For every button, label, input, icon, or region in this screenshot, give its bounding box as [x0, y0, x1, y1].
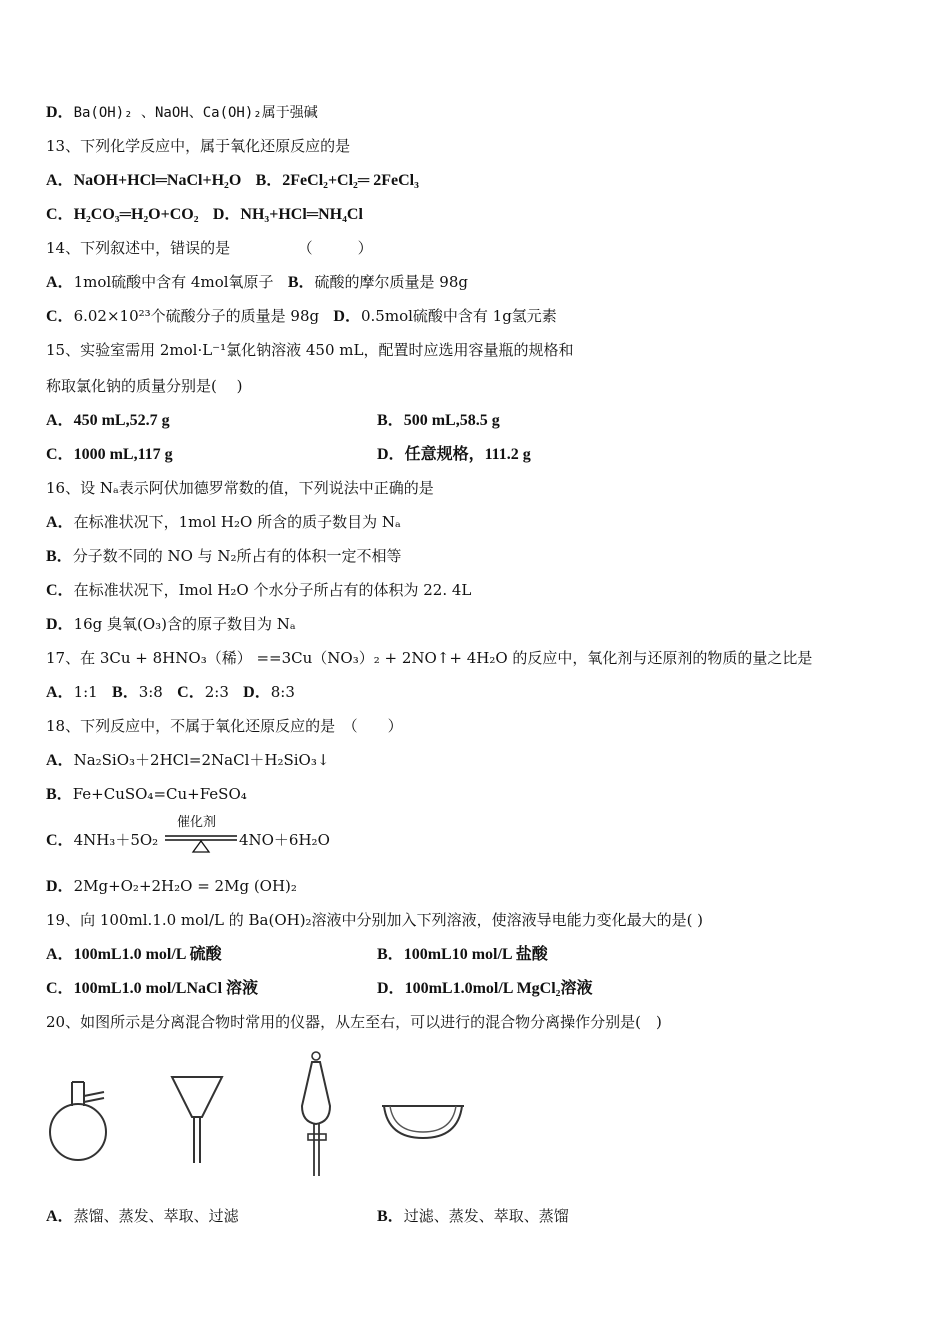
option-label: B．: [46, 548, 73, 565]
option-label: A．: [46, 946, 74, 963]
q13-options-cd: [46, 204, 363, 225]
option-text: Na₂SiO₃＋2HCl=2NaCl＋H₂SiO₃↓: [73, 751, 330, 769]
option-text: 蒸馏、蒸发、萃取、过滤: [73, 1207, 239, 1225]
option-text: 100mL1.0mol/L MgCl₂溶液: [404, 980, 593, 997]
option-text: 1000 mL,117 g: [73, 446, 173, 463]
option-label: C．: [46, 980, 74, 997]
q18-option-a: [46, 750, 329, 771]
option-text: 100mL1.0 mol/LNaCl 溶液: [73, 980, 259, 997]
option-label: A．: [46, 684, 74, 701]
option-text: 在标准状况下，Imol H₂O 个水分子所占有的体积为 22. 4L: [73, 581, 472, 599]
q16-option-b: [46, 546, 402, 567]
q15-option-b: [377, 410, 500, 431]
q16-stem: 16、设 Nₐ表示阿伏加德罗常数的值，下列说法中正确的是: [46, 479, 434, 497]
q14-option-d: 0.5mol硫酸中含有 1g氢元素: [360, 307, 557, 325]
q17-stem: 17、在 3Cu + 8HNO₃（稀） ==3Cu（NO₃）₂ + 2NO↑+ 4H₂O 的反应中，氧化剂与还原剂的物质的量之比是: [46, 649, 813, 667]
option-label: D．: [46, 104, 74, 121]
q19-option-d: [377, 978, 592, 999]
option-label: D．: [46, 878, 74, 895]
option-label: C．: [46, 582, 74, 599]
option-label: B．: [46, 786, 73, 803]
q19-option-a: [46, 944, 222, 965]
option-label: C．: [46, 446, 74, 463]
q18-stem: 18、下列反应中，不属于氧化还原反应的是 （ ）: [46, 717, 403, 735]
q14-options-cd: [46, 306, 557, 327]
funnel-icon: [170, 1075, 226, 1167]
distillation-flask-icon: [46, 1078, 112, 1164]
option-text: 500 mL,58.5 g: [403, 412, 500, 429]
option-label: D．: [243, 684, 271, 701]
evaporating-dish-icon: [380, 1100, 466, 1142]
option-text: 16g 臭氧(O₃)含的原子数目为 Nₐ: [73, 615, 296, 633]
q19-option-b: [377, 944, 548, 965]
option-label: C．: [46, 206, 74, 223]
q18-option-c: [46, 815, 330, 851]
q20-option-a: [46, 1206, 239, 1227]
q14-option-c: 6.02×10²³个硫酸分子的质量是 98g: [73, 307, 320, 325]
q20-option-b: [377, 1206, 569, 1227]
option-label: D．: [333, 308, 361, 325]
option-text: 450 mL,52.7 g: [73, 412, 170, 429]
q16-option-c: [46, 580, 471, 601]
option-text: 任意规格，111.2 g: [404, 446, 531, 463]
option-label: A．: [46, 1208, 74, 1225]
catalyst-label: 催化剂: [176, 815, 216, 830]
option-label: A．: [46, 752, 74, 769]
q20-stem: 20、如图所示是分离混合物时常用的仪器，从左至右，可以进行的混合物分离操作分别是( ): [46, 1013, 662, 1031]
q16-option-d: [46, 614, 296, 635]
q17-option-b: 3:8: [138, 683, 163, 701]
option-text: 100mL10 mol/L 盐酸: [403, 946, 548, 963]
option-text: 2Mg+O₂+2H₂O = 2Mg (OH)₂: [73, 877, 297, 895]
catalyst-condition: [165, 815, 237, 851]
q17-options: [46, 682, 295, 703]
option-label: C．: [46, 308, 74, 325]
q12-option-d: [46, 102, 318, 123]
option-label: A．: [46, 412, 74, 429]
q13-stem: 13、下列化学反应中，属于氧化还原反应的是: [46, 137, 351, 155]
q15-stem-line2: 称取氯化钠的质量分别是( ): [46, 377, 243, 395]
option-label: D．: [212, 206, 241, 223]
q18-option-d: [46, 876, 297, 897]
q13-option-b: 2FeCl₂+Cl₂═ 2FeCl₃: [282, 172, 419, 189]
equation-left: 4NH₃＋5O₂: [73, 831, 159, 849]
q14-options-ab: [46, 272, 468, 293]
q19-option-c: [46, 978, 258, 999]
option-label: D．: [46, 616, 74, 633]
option-label: B．: [255, 172, 283, 189]
option-label: A．: [46, 172, 74, 189]
q18-option-b: [46, 784, 247, 805]
option-label: B．: [112, 684, 139, 701]
q17-option-c: 2:3: [204, 683, 229, 701]
option-label: A．: [46, 514, 74, 531]
option-text: 分子数不同的 NO 与 N₂所占有的体积一定不相等: [72, 547, 402, 565]
option-label: C．: [177, 684, 205, 701]
option-label: B．: [377, 412, 404, 429]
option-label: C．: [46, 832, 74, 849]
q15-option-a: [46, 410, 170, 431]
q19-stem: 19、向 100ml.1.0 mol/L 的 Ba(OH)₂溶液中分别加入下列溶液，使溶液导电能力变化最大的是( ): [46, 911, 704, 929]
q14-option-b: 硫酸的摩尔质量是 98g: [314, 273, 468, 291]
option-text: Ba(OH)₂ 、NaOH、Ca(OH)₂属于强碱: [73, 105, 318, 121]
q13-option-c: H₂CO₃═H₂O+CO₂: [73, 206, 199, 223]
q16-option-a: [46, 512, 401, 533]
option-label: B．: [287, 274, 315, 291]
q15-stem-line1: 15、实验室需用 2mol·L⁻¹氯化钠溶液 450 mL，配置时应选用容量瓶的规格和: [46, 341, 574, 359]
heat-triangle-icon: [165, 831, 237, 853]
option-label: D．: [377, 446, 405, 463]
option-text: 在标准状况下，1mol H₂O 所含的质子数目为 Nₐ: [73, 513, 401, 531]
q17-option-d: 8:3: [270, 683, 295, 701]
option-label: A．: [46, 274, 74, 291]
option-label: D．: [377, 980, 405, 997]
q15-option-d: [377, 444, 531, 465]
q17-option-a: 1:1: [73, 683, 98, 701]
option-label: B．: [377, 1208, 404, 1225]
q13-options-ab: [46, 170, 419, 191]
option-text: 100mL1.0 mol/L 硫酸: [73, 946, 222, 963]
option-text: Fe+CuSO₄=Cu+FeSO₄: [72, 785, 247, 803]
q13-option-d: NH₃+HCl═NH₄Cl: [240, 206, 363, 223]
q14-stem: 14、下列叙述中，错误的是 （ ）: [46, 239, 373, 257]
q13-option-a: NaOH+HCl═NaCl+H₂O: [73, 172, 242, 189]
separatory-funnel-icon: [296, 1050, 336, 1180]
option-label: B．: [377, 946, 404, 963]
option-text: 过滤、蒸发、萃取、蒸馏: [403, 1207, 569, 1225]
equation-right: 4NO＋6H₂O: [238, 831, 330, 849]
q14-option-a: 1mol硫酸中含有 4mol氧原子: [73, 273, 274, 291]
q15-option-c: [46, 444, 173, 465]
